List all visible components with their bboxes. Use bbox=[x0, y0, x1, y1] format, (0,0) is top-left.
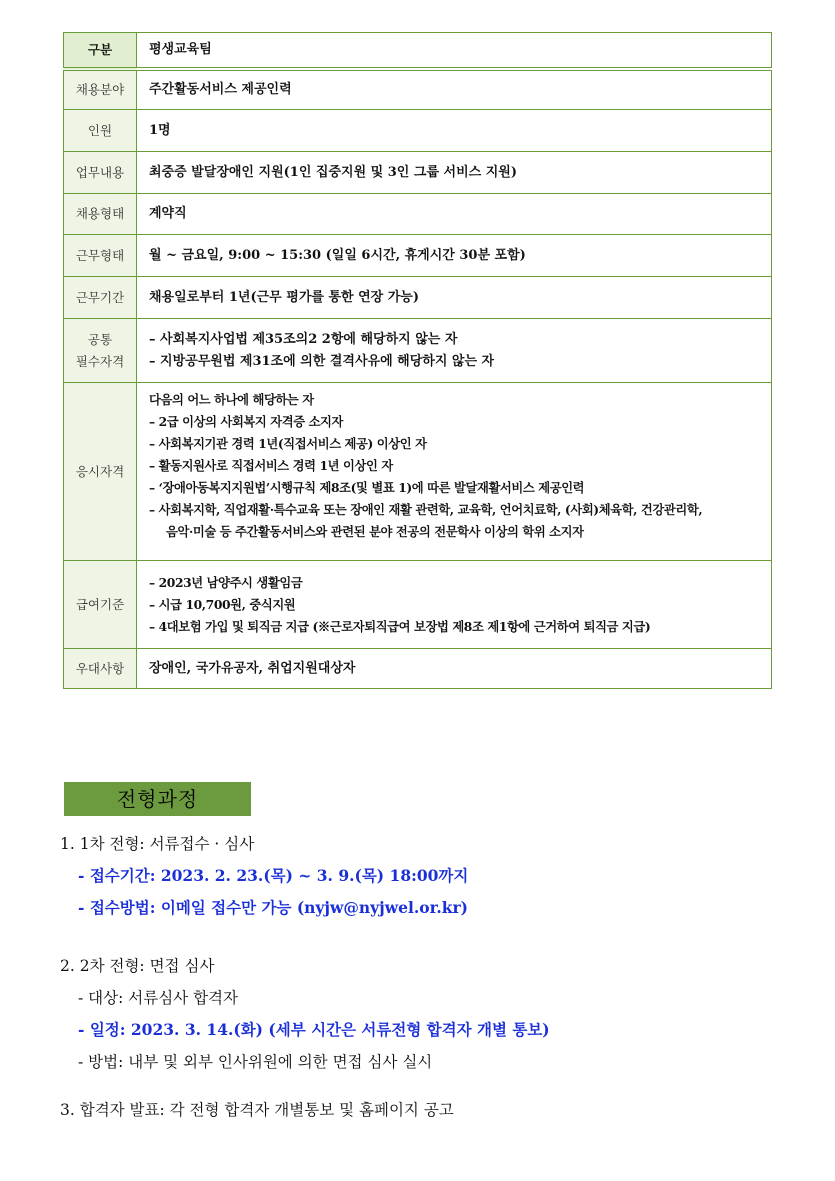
eligibility-item: 다음의 어느 하나에 해당하는 자 bbox=[149, 392, 314, 407]
preference-value: 장애인, 국가유공자, 취업지원대상자 bbox=[137, 649, 772, 689]
work-schedule-label: 근무형태 bbox=[64, 235, 137, 277]
table-header-row bbox=[64, 33, 772, 69]
selection-process-title: 전형과정 bbox=[64, 782, 251, 816]
row-salary bbox=[64, 561, 772, 649]
eligibility-value bbox=[137, 383, 772, 561]
step2-heading: 2. 2차 전형: 면접 심사 bbox=[60, 957, 215, 975]
field-label: 채용분야 bbox=[64, 69, 137, 110]
eligibility-item: 음악·미술 등 주간활동서비스와 관련된 분야 전공의 전문학사 이상의 학위 소지자 bbox=[166, 524, 584, 539]
application-period: - 접수기간: 2023. 2. 23.(목) ~ 3. 9.(목) 18:00까지 bbox=[78, 866, 469, 885]
common-requirements-value bbox=[137, 319, 772, 383]
headcount-value: 1명 bbox=[137, 110, 772, 152]
employment-type-value: 계약직 bbox=[137, 194, 772, 235]
step1-heading: 1. 1차 전형: 서류접수 · 심사 bbox=[60, 835, 255, 853]
eligibility-item: – 사회복지학, 직업재활·특수교육 또는 장애인 재활 관련학, 교육학, 언어치료학, (사회)체육학, 건강관리학, bbox=[149, 502, 703, 517]
work-schedule-value: 월 ~ 금요일, 9:00 ~ 15:30 (일일 6시간, 휴게시간 30분 포함) bbox=[137, 235, 772, 277]
employment-type-label: 채용형태 bbox=[64, 194, 137, 235]
field-value: 주간활동서비스 제공인력 bbox=[137, 69, 772, 110]
eligibility-item: – 활동지원사로 직접서비스 경력 1년 이상인 자 bbox=[149, 458, 393, 473]
selection-process bbox=[60, 828, 760, 1126]
row-preference bbox=[64, 649, 772, 689]
salary-item: – 4대보험 가입 및 퇴직금 지급 (※근로자퇴직급여 보장법 제8조 제1항에 근거하여 퇴직금 지급) bbox=[149, 618, 651, 634]
eligibility-label: 응시자격 bbox=[64, 383, 137, 561]
eligibility-item: – ‘장애아동복지지원법’시행규칙 제8조(및 별표 1)에 따른 발달재활서비스 제공인력 bbox=[149, 480, 585, 495]
requirement-item: – 지방공무원법 제31조에 의한 결격사유에 해당하지 않는 자 bbox=[149, 353, 495, 369]
interview-target: - 대상: 서류심사 합격자 bbox=[78, 989, 238, 1007]
salary-value bbox=[137, 561, 772, 649]
interview-schedule: - 일정: 2023. 3. 14.(화) (세부 시간은 서류전형 합격자 개별 통보) bbox=[78, 1020, 550, 1039]
eligibility-item: – 사회복지기관 경력 1년(직접서비스 제공) 이상인 자 bbox=[149, 436, 427, 451]
row-field bbox=[64, 69, 772, 110]
step3-heading: 3. 합격자 발표: 각 전형 합격자 개별통보 및 홈페이지 공고 bbox=[60, 1101, 454, 1119]
recruitment-info-table bbox=[63, 32, 772, 689]
interview-method: - 방법: 내부 및 외부 인사위원에 의한 면접 심사 실시 bbox=[78, 1053, 433, 1071]
headcount-label: 인원 bbox=[64, 110, 137, 152]
work-period-value: 채용일로부터 1년(근무 평가를 통한 연장 가능) bbox=[137, 277, 772, 319]
duties-value: 최중증 발달장애인 지원(1인 집중지원 및 3인 그룹 서비스 지원) bbox=[137, 152, 772, 194]
preference-label: 우대사항 bbox=[64, 649, 137, 689]
row-work-schedule bbox=[64, 235, 772, 277]
eligibility-item: – 2급 이상의 사회복지 자격증 소지자 bbox=[149, 414, 344, 429]
header-label: 구분 bbox=[64, 33, 137, 69]
row-work-period bbox=[64, 277, 772, 319]
salary-item: – 시급 10,700원, 중식지원 bbox=[149, 596, 296, 612]
salary-label: 급여기준 bbox=[64, 561, 137, 649]
duties-label: 업무내용 bbox=[64, 152, 137, 194]
row-headcount bbox=[64, 110, 772, 152]
row-eligibility bbox=[64, 383, 772, 561]
application-method: - 접수방법: 이메일 접수만 가능 (nyjw@nyjwel.or.kr) bbox=[78, 898, 468, 917]
row-employment-type bbox=[64, 194, 772, 235]
row-common-requirements bbox=[64, 319, 772, 383]
salary-item: – 2023년 남양주시 생활임금 bbox=[149, 574, 303, 590]
requirement-item: – 사회복지사업법 제35조의2 2항에 해당하지 않는 자 bbox=[149, 331, 458, 347]
common-requirements-label: 공통 필수자격 bbox=[64, 319, 137, 383]
row-duties bbox=[64, 152, 772, 194]
header-value: 평생교육팀 bbox=[137, 33, 772, 69]
work-period-label: 근무기간 bbox=[64, 277, 137, 319]
